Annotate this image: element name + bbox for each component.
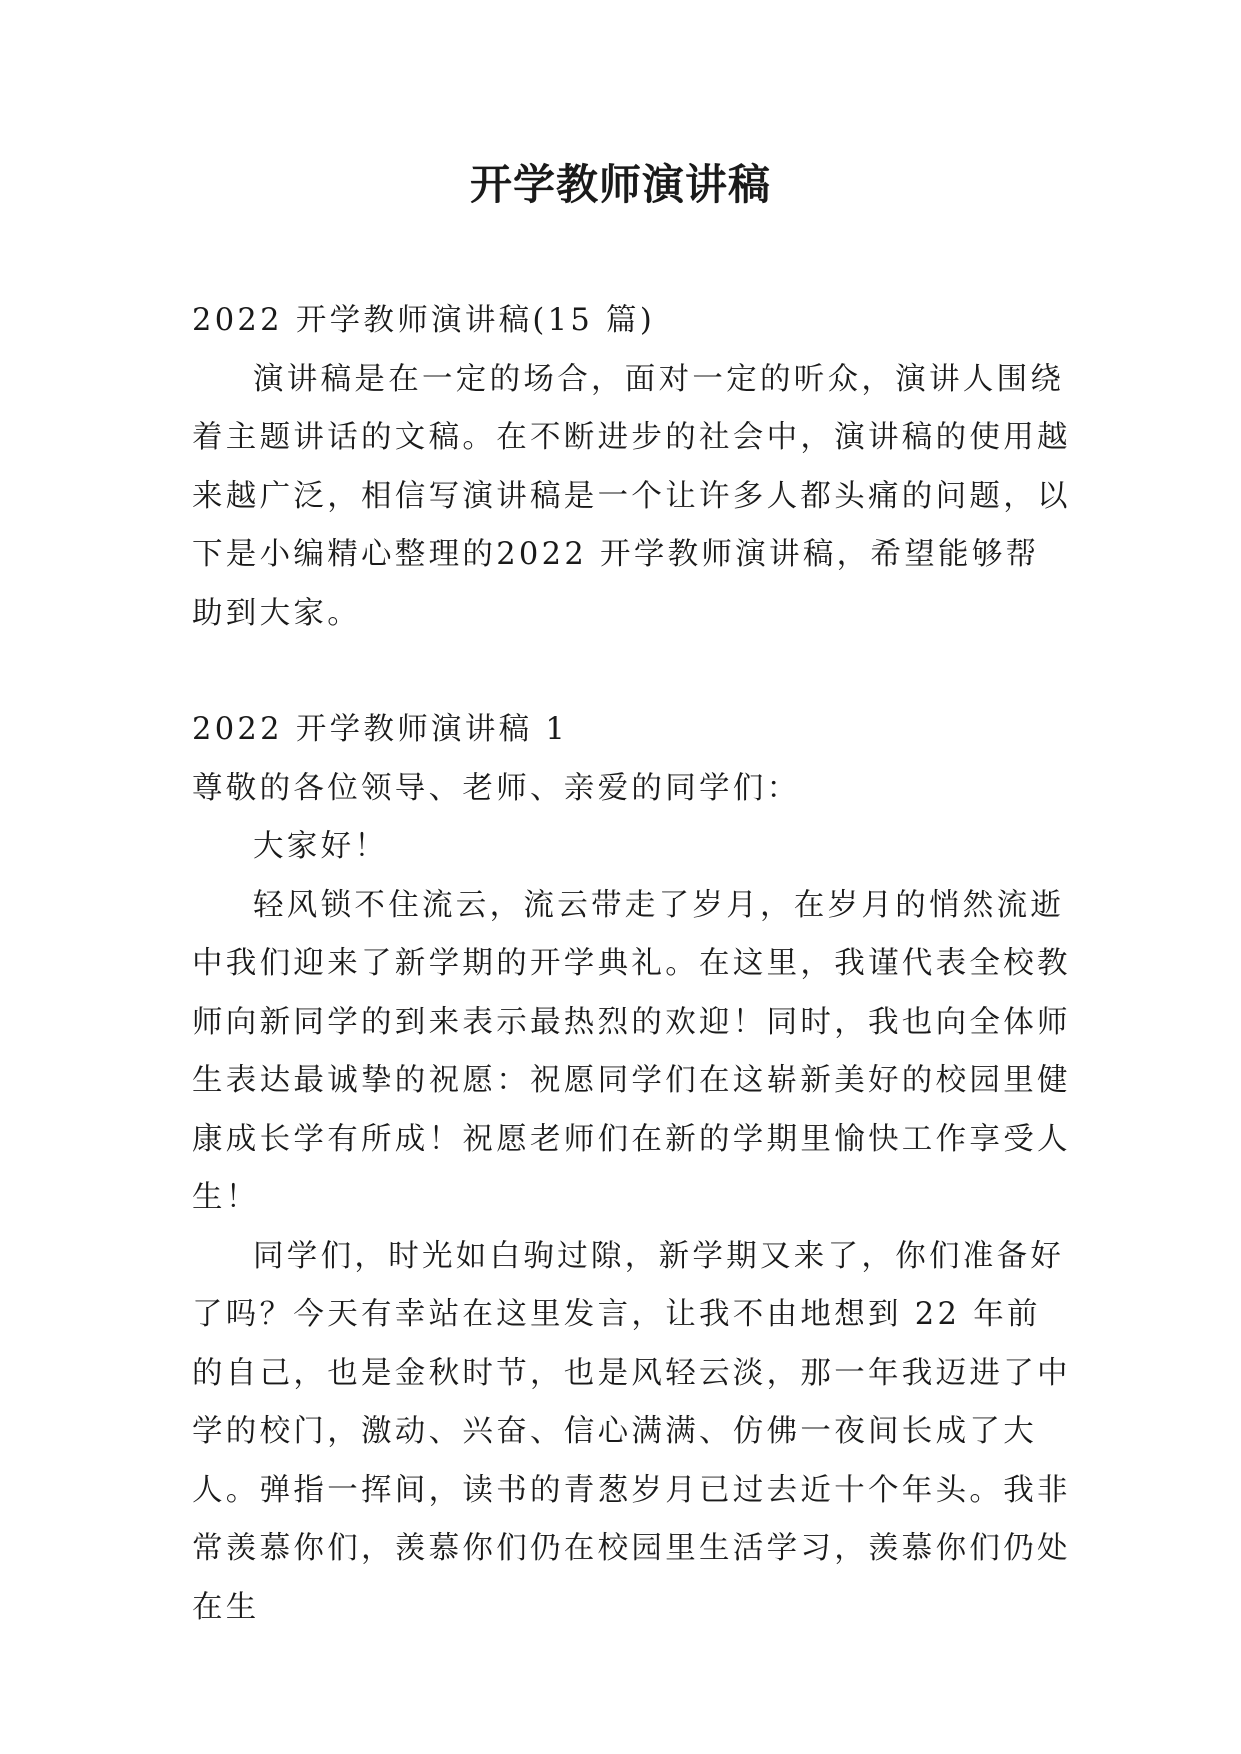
section-heading: 2022 开学教师演讲稿 1	[192, 712, 569, 747]
intro-paragraph: 演讲稿是在一定的场合，面对一定的听众，演讲人围绕着主题讲话的文稿。在不断进步的社会中，演讲稿的使用越来越广泛，相信写演讲稿是一个让许多人都头痛的问题，以下是小编精心整理的2022 开学教师演讲稿，希望能够帮助到大家。	[192, 361, 1071, 631]
paragraph-spacer	[192, 643, 1072, 701]
document-title: 开学教师演讲稿	[469, 160, 771, 209]
body-paragraph-2: 同学们，时光如白驹过隙，新学期又来了，你们准备好了吗？今天有幸站在这里发言，让我不由地想到 22 年前的自己，也是金秋时节，也是风轻云淡，那一年我迈进了中学的校门，激动、兴奋、信心满满、仿佛一夜间长成了大人。弹指一挥间，读书的青葱岁月已过去近十个年头。我非常羡慕你们，羡慕你们仍在校园里生活学习，羡慕你们仍处在生	[192, 1238, 1071, 1625]
greeting: 大家好！	[253, 829, 389, 864]
salutation: 尊敬的各位领导、老师、亲爱的同学们：	[192, 770, 801, 806]
document-body	[192, 292, 1072, 1637]
body-paragraph-1: 轻风锁不住流云，流云带走了岁月，在岁月的悄然流逝中我们迎来了新学期的开学典礼。在这里，我谨代表全校教师向新同学的到来表示最热烈的欢迎！同时，我也向全体师生表达最诚挚的祝愿：祝愿同学们在这崭新美好的校园里健康成长学有所成！祝愿老师们在新的学期里愉快工作享受人生！	[192, 887, 1071, 1215]
document-subtitle: 2022 开学教师演讲稿(15 篇)	[192, 303, 656, 338]
